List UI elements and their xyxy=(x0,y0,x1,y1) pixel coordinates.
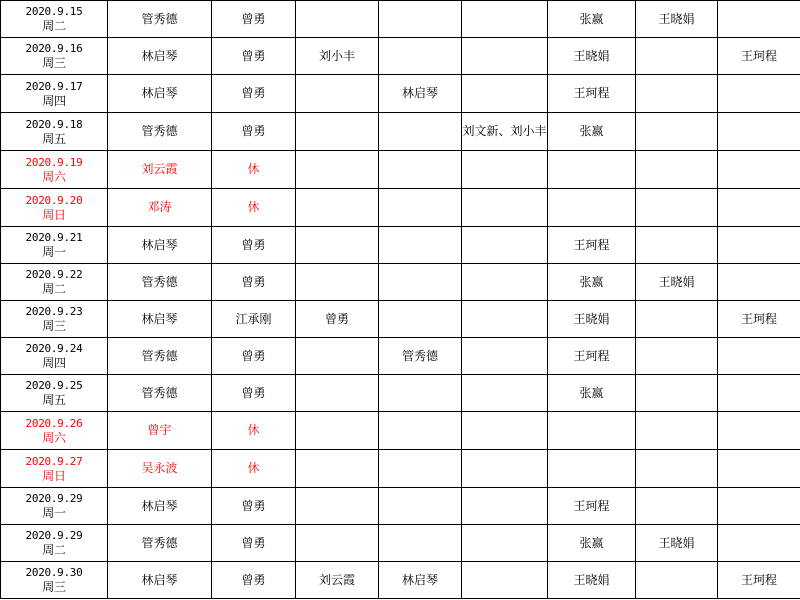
duty-cell-c1: 管秀德 xyxy=(108,1,212,38)
duty-cell-c6 xyxy=(548,189,636,227)
duty-cell-c4 xyxy=(379,227,462,264)
duty-cell-c4 xyxy=(379,488,462,525)
duty-cell-c2: 曾勇 xyxy=(212,1,296,38)
duty-cell-c4 xyxy=(379,113,462,151)
duty-cell-c6: 王珂程 xyxy=(548,75,636,113)
table-row xyxy=(1,264,800,301)
duty-cell-c6: 张嬴 xyxy=(548,264,636,301)
duty-cell-c6: 张嬴 xyxy=(548,1,636,38)
duty-cell-c6: 王珂程 xyxy=(548,227,636,264)
weekday-text: 周一 xyxy=(42,506,66,520)
duty-cell-c6: 张嬴 xyxy=(548,525,636,562)
date-cell xyxy=(1,338,108,375)
date-cell xyxy=(1,562,108,599)
duty-cell-c2: 曾勇 xyxy=(212,562,296,599)
duty-cell-c3 xyxy=(296,1,379,38)
date-text: 2020.9.18 xyxy=(25,117,83,131)
date-cell xyxy=(1,375,108,412)
duty-cell-c7 xyxy=(636,375,718,412)
duty-cell-c6: 王晓娟 xyxy=(548,562,636,599)
weekday-text: 周四 xyxy=(42,93,66,108)
table-row xyxy=(1,375,800,412)
duty-cell-c5: 刘文新、刘小丰 xyxy=(462,113,548,151)
duty-cell-c6: 王晓娟 xyxy=(548,301,636,338)
table-row xyxy=(1,189,800,227)
duty-cell-c3 xyxy=(296,227,379,264)
table-row xyxy=(1,227,800,264)
weekday-text: 周日 xyxy=(42,468,66,483)
duty-cell-c1: 林启琴 xyxy=(108,227,212,264)
duty-cell-c1: 林启琴 xyxy=(108,75,212,113)
duty-cell-c5 xyxy=(462,412,548,450)
duty-cell-c6: 王晓娟 xyxy=(548,38,636,75)
duty-cell-c6: 张嬴 xyxy=(548,113,636,151)
table-row xyxy=(1,525,800,562)
duty-cell-c3 xyxy=(296,338,379,375)
weekday-text: 周一 xyxy=(42,245,66,259)
weekday-text: 周三 xyxy=(42,319,66,333)
table-row xyxy=(1,338,800,375)
duty-cell-c7 xyxy=(636,113,718,151)
duty-cell-c2: 休 xyxy=(212,189,296,227)
duty-cell-c2: 曾勇 xyxy=(212,113,296,151)
date-cell xyxy=(1,450,108,488)
duty-cell-c3 xyxy=(296,525,379,562)
duty-cell-c8 xyxy=(718,1,800,38)
duty-cell-c8 xyxy=(718,375,800,412)
duty-cell-c5 xyxy=(462,189,548,227)
date-text: 2020.9.16 xyxy=(25,42,83,55)
duty-cell-c5 xyxy=(462,562,548,599)
duty-cell-c8 xyxy=(718,412,800,450)
duty-cell-c8: 王珂程 xyxy=(718,301,800,338)
date-text: 2020.9.30 xyxy=(25,566,83,579)
date-cell xyxy=(1,189,108,227)
date-text: 2020.9.26 xyxy=(25,416,83,430)
duty-cell-c2: 曾勇 xyxy=(212,75,296,113)
duty-cell-c8 xyxy=(718,264,800,301)
weekday-text: 周四 xyxy=(42,356,66,370)
duty-cell-c4 xyxy=(379,1,462,38)
date-cell xyxy=(1,38,108,75)
duty-cell-c7 xyxy=(636,338,718,375)
duty-cell-c6 xyxy=(548,412,636,450)
duty-cell-c8 xyxy=(718,525,800,562)
duty-cell-c4 xyxy=(379,38,462,75)
weekday-text: 周日 xyxy=(42,207,66,222)
duty-cell-c7 xyxy=(636,38,718,75)
duty-cell-c4: 林启琴 xyxy=(379,562,462,599)
duty-cell-c3 xyxy=(296,113,379,151)
date-text: 2020.9.29 xyxy=(25,529,83,542)
duty-cell-c8 xyxy=(718,75,800,113)
table-row xyxy=(1,38,800,75)
table-row xyxy=(1,301,800,338)
duty-cell-c6: 张嬴 xyxy=(548,375,636,412)
duty-cell-c1: 林启琴 xyxy=(108,562,212,599)
date-text: 2020.9.27 xyxy=(25,454,83,468)
duty-cell-c3: 刘云霞 xyxy=(296,562,379,599)
duty-cell-c7 xyxy=(636,488,718,525)
duty-cell-c4 xyxy=(379,189,462,227)
date-cell xyxy=(1,151,108,189)
duty-cell-c5 xyxy=(462,75,548,113)
duty-cell-c5 xyxy=(462,450,548,488)
table-row xyxy=(1,151,800,189)
duty-cell-c5 xyxy=(462,375,548,412)
duty-cell-c1: 曾宇 xyxy=(108,412,212,450)
duty-cell-c7: 王晓娟 xyxy=(636,1,718,38)
duty-cell-c6 xyxy=(548,151,636,189)
duty-cell-c1: 林启琴 xyxy=(108,38,212,75)
table-row xyxy=(1,562,800,599)
duty-cell-c5 xyxy=(462,488,548,525)
date-text: 2020.9.21 xyxy=(25,231,83,244)
date-cell xyxy=(1,264,108,301)
date-cell xyxy=(1,75,108,113)
date-text: 2020.9.17 xyxy=(25,79,83,93)
duty-cell-c2: 曾勇 xyxy=(212,227,296,264)
duty-cell-c1: 吴永波 xyxy=(108,450,212,488)
duty-cell-c8 xyxy=(718,450,800,488)
duty-cell-c5 xyxy=(462,264,548,301)
duty-cell-c4: 管秀德 xyxy=(379,338,462,375)
duty-cell-c2: 曾勇 xyxy=(212,375,296,412)
duty-cell-c2: 曾勇 xyxy=(212,525,296,562)
duty-cell-c1: 林启琴 xyxy=(108,488,212,525)
table-row xyxy=(1,75,800,113)
table-row xyxy=(1,450,800,488)
weekday-text: 周二 xyxy=(42,543,66,557)
duty-cell-c1: 管秀德 xyxy=(108,338,212,375)
table-row xyxy=(1,113,800,151)
table-row xyxy=(1,1,800,38)
duty-cell-c2: 休 xyxy=(212,151,296,189)
duty-cell-c8 xyxy=(718,227,800,264)
duty-cell-c2: 曾勇 xyxy=(212,264,296,301)
duty-cell-c5 xyxy=(462,338,548,375)
date-text: 2020.9.20 xyxy=(25,193,83,207)
duty-cell-c7: 王晓娟 xyxy=(636,525,718,562)
table-row xyxy=(1,488,800,525)
date-cell xyxy=(1,301,108,338)
duty-cell-c8 xyxy=(718,488,800,525)
duty-cell-c5 xyxy=(462,151,548,189)
duty-cell-c1: 管秀德 xyxy=(108,113,212,151)
duty-cell-c2: 曾勇 xyxy=(212,38,296,75)
duty-cell-c2: 休 xyxy=(212,450,296,488)
date-text: 2020.9.25 xyxy=(25,379,83,392)
weekday-text: 周二 xyxy=(42,282,66,296)
duty-cell-c5 xyxy=(462,301,548,338)
weekday-text: 周六 xyxy=(42,169,66,184)
duty-cell-c7 xyxy=(636,189,718,227)
date-text: 2020.9.23 xyxy=(25,305,83,318)
duty-cell-c4 xyxy=(379,151,462,189)
duty-cell-c5 xyxy=(462,38,548,75)
duty-cell-c1: 管秀德 xyxy=(108,264,212,301)
duty-cell-c8: 王珂程 xyxy=(718,562,800,599)
duty-cell-c3 xyxy=(296,151,379,189)
weekday-text: 周六 xyxy=(42,430,66,445)
duty-cell-c7 xyxy=(636,562,718,599)
duty-cell-c1: 管秀德 xyxy=(108,375,212,412)
duty-cell-c1: 邓涛 xyxy=(108,189,212,227)
date-text: 2020.9.22 xyxy=(25,268,83,281)
duty-cell-c4: 林启琴 xyxy=(379,75,462,113)
duty-cell-c1: 林启琴 xyxy=(108,301,212,338)
duty-cell-c4 xyxy=(379,375,462,412)
duty-cell-c3 xyxy=(296,450,379,488)
weekday-text: 周五 xyxy=(42,131,66,146)
duty-cell-c8 xyxy=(718,189,800,227)
duty-cell-c2: 休 xyxy=(212,412,296,450)
weekday-text: 周五 xyxy=(42,393,66,407)
date-cell xyxy=(1,1,108,38)
duty-cell-c3: 曾勇 xyxy=(296,301,379,338)
duty-cell-c8 xyxy=(718,113,800,151)
duty-cell-c6: 王珂程 xyxy=(548,488,636,525)
duty-cell-c7: 王晓娟 xyxy=(636,264,718,301)
duty-cell-c3 xyxy=(296,488,379,525)
date-text: 2020.9.24 xyxy=(25,342,83,355)
date-cell xyxy=(1,488,108,525)
duty-cell-c4 xyxy=(379,264,462,301)
duty-cell-c2: 曾勇 xyxy=(212,488,296,525)
weekday-text: 周二 xyxy=(42,19,66,33)
duty-cell-c3: 刘小丰 xyxy=(296,38,379,75)
weekday-text: 周三 xyxy=(42,580,66,594)
duty-cell-c2: 江承刚 xyxy=(212,301,296,338)
duty-cell-c4 xyxy=(379,525,462,562)
duty-cell-c4 xyxy=(379,301,462,338)
duty-cell-c5 xyxy=(462,227,548,264)
duty-cell-c7 xyxy=(636,227,718,264)
duty-cell-c3 xyxy=(296,264,379,301)
duty-cell-c4 xyxy=(379,412,462,450)
date-text: 2020.9.19 xyxy=(25,155,83,169)
duty-cell-c3 xyxy=(296,412,379,450)
duty-cell-c8: 王珂程 xyxy=(718,38,800,75)
weekday-text: 周三 xyxy=(42,56,66,70)
date-cell xyxy=(1,113,108,151)
duty-cell-c6: 王珂程 xyxy=(548,338,636,375)
duty-cell-c7 xyxy=(636,450,718,488)
duty-cell-c3 xyxy=(296,189,379,227)
date-cell xyxy=(1,412,108,450)
schedule-body xyxy=(1,1,800,599)
duty-cell-c7 xyxy=(636,151,718,189)
duty-cell-c5 xyxy=(462,525,548,562)
date-text: 2020.9.15 xyxy=(25,5,83,18)
duty-cell-c6 xyxy=(548,450,636,488)
duty-cell-c4 xyxy=(379,450,462,488)
duty-cell-c5 xyxy=(462,1,548,38)
date-cell xyxy=(1,525,108,562)
date-text: 2020.9.29 xyxy=(25,492,83,505)
duty-cell-c7 xyxy=(636,301,718,338)
duty-cell-c8 xyxy=(718,338,800,375)
duty-cell-c1: 刘云霞 xyxy=(108,151,212,189)
duty-cell-c2: 曾勇 xyxy=(212,338,296,375)
duty-cell-c3 xyxy=(296,75,379,113)
duty-cell-c7 xyxy=(636,412,718,450)
table-row xyxy=(1,412,800,450)
duty-cell-c3 xyxy=(296,375,379,412)
date-cell xyxy=(1,227,108,264)
duty-cell-c1: 管秀德 xyxy=(108,525,212,562)
duty-cell-c8 xyxy=(718,151,800,189)
duty-cell-c7 xyxy=(636,75,718,113)
